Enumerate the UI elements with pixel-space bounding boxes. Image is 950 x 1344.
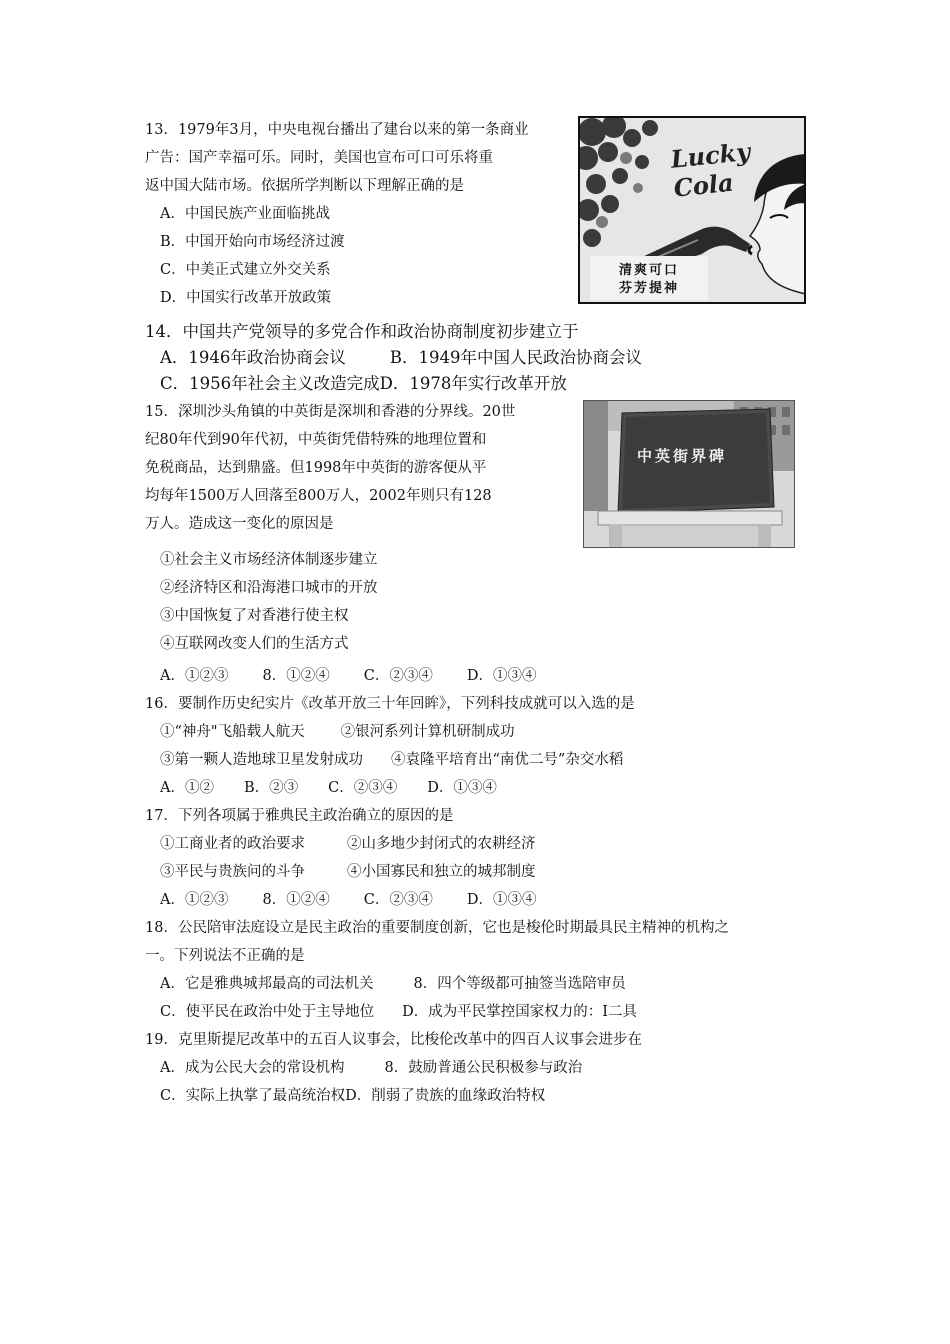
q16-option-a: A．①② [160,780,214,796]
q17-option-b: 8．①②④ [262,892,330,908]
q14-option-b: B．1949年中国人民政治协商会议 [389,348,643,367]
q18-option-b: 8．四个等级都可抽签当选陪审员 [413,976,626,992]
q16-item-2: ②银河系列计算机研制成功 [340,724,515,740]
q16-items-row1 [160,722,515,742]
q18-option-a: A．它是雅典城邦最高的司法机关 [160,976,374,992]
q16-item-1: ①“神舟"飞船载人航天 [160,724,305,740]
q13-option-a: A．中国民族产业面临挑战 [160,206,330,222]
q15-option-d: D．①③④ [466,668,537,684]
q17-item-3: ③平民与贵族问的斗争 [160,864,305,880]
q17-options [160,890,536,910]
q16-option-d: D．①③④ [427,780,497,796]
q19-options-row2 [160,1086,545,1106]
q13-option-d: D．中国实行改革开放政策 [160,290,332,306]
q14-option-c: C．1956年社会主义改造完成 [160,374,380,393]
q18-stem-line1: 18．公民陪审法庭设立是民主政治的重要制度创新，它也是梭伦时期最具民主精神的机构之 [145,920,729,936]
q14-stem: 14．中国共产党领导的多党合作和政治协商制度初步建立于 [145,322,579,341]
q19-stem: 19．克里斯提尼改革中的五百人议事会，比梭伦改革中的四百人议事会进步在 [145,1032,642,1048]
cola-ad-slogan-line2: 芬芳提神 [618,281,679,296]
q15-options [160,666,536,686]
q15-stem-line5: 万人。造成这一变化的原因是 [145,516,334,532]
q16-item-3: ③第一颗人造地球卫星发射成功 [160,752,363,768]
cola-advertisement-image [578,116,806,304]
q15-stem-line1: 15．深圳沙头角镇的中英街是深圳和香港的分界线。20世 [145,404,516,420]
q19-options-row1 [160,1058,582,1078]
q16-option-c: C．②③④ [328,780,398,796]
cola-ad-logo: Lucky Cola [669,136,752,203]
q16-items-row2 [160,750,623,770]
q15-option-b: 8．①②④ [262,668,330,684]
q18-stem-line2: 一。下列说法不正确的是 [145,948,305,964]
q15-item-4: ④互联网改变人们的生活方式 [160,636,349,652]
q17-item-1: ①工商业者的政治要求 [160,836,305,852]
q15-option-c: C．②③④ [363,668,433,684]
q14-options-row1 [160,348,642,368]
q16-stem: 16．要制作历史纪实片《改革开放三十年回眸》，下列科技成就可以入选的是 [145,696,635,712]
q17-option-c: C．②③④ [363,892,433,908]
q17-items-row1 [160,834,536,854]
monument-illustration [584,401,795,548]
q15-item-3: ③中国恢复了对香港行使主权 [160,608,349,624]
q15-stem-line2: 纪80年代到90年代初，中英街凭借特殊的地理位置和 [145,432,487,448]
q17-items-row2 [160,862,536,882]
q17-stem: 17．下列各项属于雅典民主政治确立的原因的是 [145,808,454,824]
cola-ad-slogan [594,262,704,298]
q15-stem-line3: 免税商品，达到鼎盛。但1998年中英街的游客便从平 [145,460,487,476]
q19-option-d: D．削弱了贵族的血缘政治特权 [345,1088,546,1104]
q17-item-2: ②山多地少封闭式的农耕经济 [347,836,536,852]
q13-option-c: C．中美正式建立外交关系 [160,262,331,278]
q15-option-a: A．①②③ [160,668,229,684]
q17-option-d: D．①③④ [466,892,537,908]
cola-ad-slogan-line1: 清爽可口 [618,263,679,278]
q13-option-b: B．中国开始向市场经济过渡 [160,234,345,250]
q14-option-d: D．1978年实行改革开放 [379,374,567,393]
q15-item-1: ①社会主义市场经济体制逐步建立 [160,552,378,568]
q18-option-c: C．使平民在政治中处于主导地位 [160,1004,375,1020]
q16-item-4: ④袁隆平培育出“南优二号”杂交水稻 [391,752,624,768]
monument-inscription: 中英街界碑 [636,447,727,465]
q13-stem-line2: 广告：国产幸福可乐。同时，美国也宣布可口可乐将重 [145,150,493,166]
q16-options [160,778,497,798]
q19-option-c: C．实际上执掌了最高统治权 [160,1088,346,1104]
q19-option-b: 8．鼓励普通公民积极参与政治 [384,1060,583,1076]
q16-option-b: B．②③ [243,780,299,796]
q17-option-a: A．①②③ [160,892,229,908]
q14-option-a: A．1946年政治协商会议 [160,348,346,367]
q15-stem-line4: 均每年1500万人回落至800万人，2002年则只有128 [145,488,492,504]
q15-item-2: ②经济特区和沿海港口城市的开放 [160,580,378,596]
q18-options-row2 [160,1002,637,1022]
q18-options-row1 [160,974,626,994]
q13-stem-line3: 返中国大陆市场。依据所学判断以下理解正确的是 [145,178,464,194]
q19-option-a: A．成为公民大会的常设机构 [160,1060,345,1076]
q13-stem-line1: 13．1979年3月，中央电视台播出了建台以来的第一条商业 [145,122,529,138]
q18-option-d: D．成为平民掌控国家权力的：I二具 [402,1004,637,1020]
q17-item-4: ④小国寡民和独立的城邦制度 [347,864,536,880]
q14-options-row2 [160,374,567,394]
boundary-monument-image [583,400,795,548]
